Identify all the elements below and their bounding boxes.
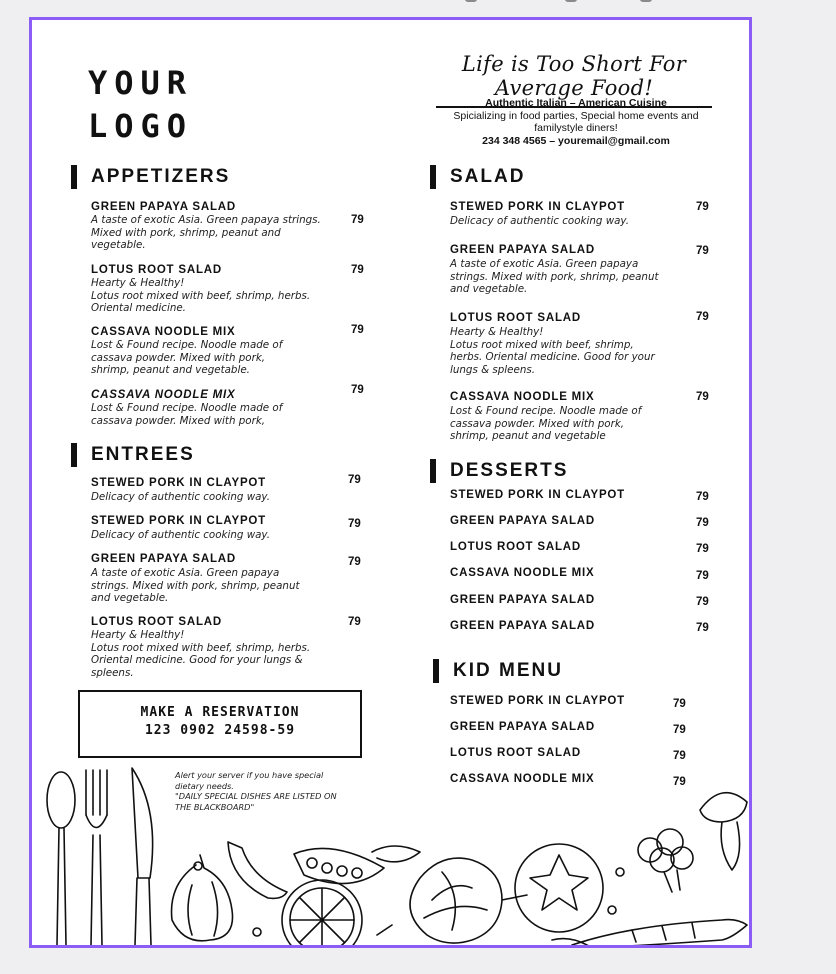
- menu-item-name: STEWED PORK IN CLAYPOT: [450, 489, 625, 501]
- section-title-entrees: ENTREES: [91, 444, 195, 465]
- menu-item-price: 79: [696, 517, 709, 529]
- menu-item-name: LOTUS ROOT SALAD: [450, 541, 581, 553]
- artichoke-icon: [377, 858, 527, 943]
- chili-icon: [228, 842, 287, 898]
- menu-item-price: 79: [348, 616, 361, 628]
- reservation-phone[interactable]: 123 0902 24598-59: [144, 723, 296, 738]
- menu-item-name: CASSAVA NOODLE MIX: [450, 567, 595, 579]
- carrot-icon: [552, 920, 747, 945]
- menu-item-price: 79: [351, 264, 364, 276]
- tomato-icon: [194, 844, 624, 936]
- menu-item-description: Delicacy of authentic cooking way.: [91, 491, 270, 503]
- menu-item-name: GREEN PAPAYA SALAD: [450, 721, 595, 733]
- knife-icon: [132, 768, 153, 945]
- food-illustrations: [32, 760, 749, 945]
- menu-item-description: Delicacy of authentic cooking way.: [450, 215, 629, 227]
- menu-item-description: Lost & Found recipe. Noodle made of cassava powder. Mixed with pork,: [91, 402, 283, 427]
- menu-item-price: 79: [696, 491, 709, 503]
- menu-item-description: Lost & Found recipe. Noodle made of cassava powder. Mixed with pork, shrimp, peanut and vegetable.: [91, 339, 283, 376]
- menu-page[interactable]: [29, 17, 752, 948]
- menu-item-description: Hearty & Healthy! Lotus root mixed with beef, shrimp, herbs. Oriental medicine. Good for your lungs & spleens.: [91, 629, 311, 679]
- contact-block: [436, 97, 716, 147]
- menu-item-price: 79: [696, 311, 709, 323]
- menu-item-price: 79: [351, 324, 364, 336]
- menu-item-description: A taste of exotic Asia. Green papaya strings. Mixed with pork, shrimp, peanut and vegetable.: [91, 214, 321, 251]
- menu-item-description: A taste of exotic Asia. Green papaya strings. Mixed with pork, shrimp, peanut and vegetable.: [91, 567, 300, 604]
- dietary-note: Alert your server if you have special dietary needs. "DAILY SPECIAL DISHES ARE LISTED ON THE BLACKBOARD": [175, 770, 337, 812]
- menu-item-price: 79: [696, 622, 709, 634]
- menu-item-name: CASSAVA NOODLE MIX: [91, 389, 236, 401]
- fork-icon: [86, 770, 107, 945]
- menu-item-price: 79: [348, 556, 361, 568]
- section-title-desserts: DESSERTS: [450, 460, 569, 481]
- description-text: Spicializing in food parties, Special home events and familystyle diners!: [453, 109, 699, 134]
- section-title-kid-menu: KID MENU: [453, 660, 563, 681]
- menu-item-description: Delicacy of authentic cooking way.: [91, 529, 270, 541]
- menu-item-price: 79: [673, 750, 686, 762]
- menu-item-name: LOTUS ROOT SALAD: [91, 616, 222, 628]
- menu-item-name: STEWED PORK IN CLAYPOT: [450, 695, 625, 707]
- cuisine-text: Authentic Italian – American Cuisine: [485, 97, 667, 109]
- mushroom-icon: [700, 793, 747, 870]
- menu-item-name: LOTUS ROOT SALAD: [450, 747, 581, 759]
- menu-item-name: CASSAVA NOODLE MIX: [91, 326, 236, 338]
- menu-item-price: 79: [351, 214, 364, 226]
- toolbar-icon[interactable]: [465, 0, 477, 2]
- section-title-appetizers: APPETIZERS: [91, 166, 231, 187]
- menu-item-description: Lost & Found recipe. Noodle made of cassava powder. Mixed with pork, shrimp, peanut and vegetable: [450, 405, 642, 442]
- menu-item-name: GREEN PAPAYA SALAD: [450, 244, 595, 256]
- menu-item-price: 79: [673, 724, 686, 736]
- menu-item-name: STEWED PORK IN CLAYPOT: [91, 477, 266, 489]
- menu-item-price: 79: [673, 698, 686, 710]
- spoon-icon: [47, 772, 75, 945]
- lemon-icon: [282, 880, 362, 945]
- toolbar-icon[interactable]: [565, 0, 577, 2]
- menu-item-name: GREEN PAPAYA SALAD: [450, 620, 595, 632]
- logo-placeholder: YOUR LOGO: [88, 64, 194, 145]
- phone-email-text: 234 348 4565 – youremail@gmail.com: [482, 134, 670, 147]
- top-toolbar-edge: [0, 0, 836, 10]
- menu-item-name: CASSAVA NOODLE MIX: [450, 773, 595, 785]
- menu-item-price: 79: [673, 776, 686, 788]
- section-title-salad: SALAD: [450, 166, 526, 187]
- menu-item-name: STEWED PORK IN CLAYPOT: [450, 201, 625, 213]
- menu-item-price: 79: [696, 596, 709, 608]
- menu-item-price: 79: [348, 474, 361, 486]
- menu-item-name: GREEN PAPAYA SALAD: [450, 515, 595, 527]
- reservation-label: MAKE A RESERVATION: [140, 705, 300, 720]
- menu-item-price: 79: [351, 384, 364, 396]
- menu-item-price: 79: [696, 245, 709, 257]
- menu-item-description: A taste of exotic Asia. Green papaya strings. Mixed with pork, shrimp, peanut and vegetable.: [450, 258, 659, 295]
- menu-item-price: 79: [696, 543, 709, 555]
- menu-item-price: 79: [696, 391, 709, 403]
- menu-item-name: LOTUS ROOT SALAD: [450, 312, 581, 324]
- menu-item-description: Hearty & Healthy! Lotus root mixed with beef, shrimp, herbs. Oriental medicine.: [91, 277, 311, 314]
- menu-item-name: LOTUS ROOT SALAD: [91, 264, 222, 276]
- menu-item-name: GREEN PAPAYA SALAD: [91, 553, 236, 565]
- pea-pod-icon: [294, 846, 420, 884]
- menu-item-name: CASSAVA NOODLE MIX: [450, 391, 595, 403]
- reservation-box[interactable]: [78, 690, 362, 758]
- broccoli-icon: [638, 829, 693, 892]
- toolbar-icon[interactable]: [640, 0, 652, 2]
- menu-item-price: 79: [696, 570, 709, 582]
- menu-item-name: STEWED PORK IN CLAYPOT: [91, 515, 266, 527]
- menu-item-price: 79: [696, 201, 709, 213]
- menu-item-description: Hearty & Healthy! Lotus root mixed with beef, shrimp, herbs. Oriental medicine. Good for your lungs & spleens.: [450, 326, 655, 376]
- menu-item-name: GREEN PAPAYA SALAD: [91, 201, 236, 213]
- menu-item-price: 79: [348, 518, 361, 530]
- tagline: Life is Too Short For Average Food!: [436, 52, 712, 108]
- menu-item-name: GREEN PAPAYA SALAD: [450, 594, 595, 606]
